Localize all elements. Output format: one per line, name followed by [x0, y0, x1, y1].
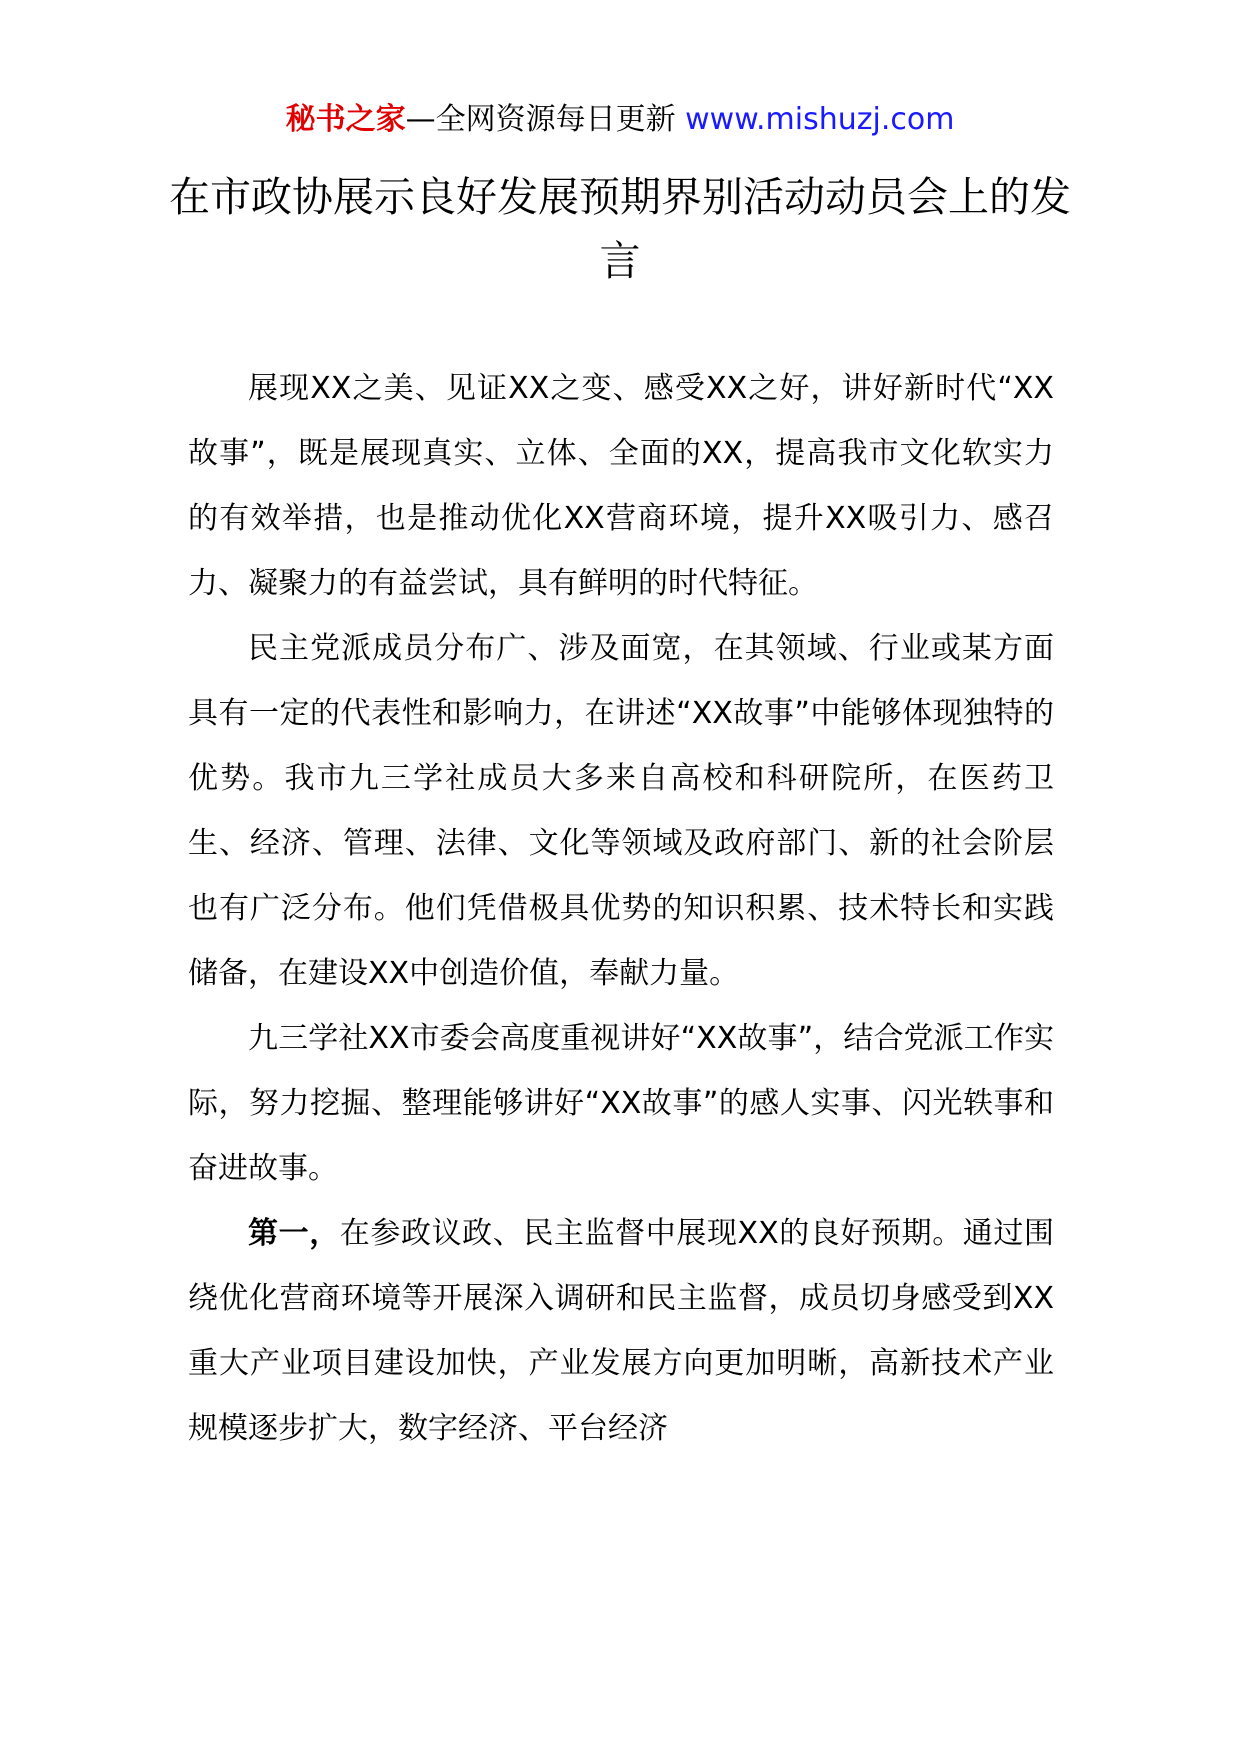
paragraph-text: 民主党派成员分布广、涉及面宽，在其领域、行业或某方面具有一定的代表性和影响力，在讲述“XX故事”中能够体现独特的优势。我市九三学社成员大多来自高校和科研院所，在医药卫生、经济、管理、法律、文化等领域及政府部门、新的社会阶层也有广泛分布。他们凭借极具优势的知识积累、技术特长和实践储备，在建设XX中创造价值，奉献力量。	[188, 631, 1054, 991]
paragraph-lead: 第一，	[248, 1216, 340, 1251]
paragraph	[188, 1201, 1054, 1461]
paragraph-text: 展现XX之美、见证XX之变、感受XX之好，讲好新时代“XX故事”，既是展现真实、立体、全面的XX，提高我市文化软实力的有效举措，也是推动优化XX营商环境，提升XX吸引力、感召力、凝聚力的有益尝试，具有鲜明的时代特征。	[188, 371, 1054, 601]
site-tagline: —全网资源每日更新	[405, 102, 686, 137]
paragraph-text: 在参政议政、民主监督中展现XX的良好预期。通过围绕优化营商环境等开展深入调研和民主监督，成员切身感受到XX重大产业项目建设加快，产业发展方向更加明晰，高新技术产业规模逐步扩大，数字经济、平台经济	[188, 1216, 1055, 1446]
document-title: 在市政协展示良好发展预期界别活动动员会上的发言	[169, 173, 1071, 285]
paragraph	[188, 1006, 1054, 1201]
paragraph	[188, 356, 1054, 616]
paragraph	[188, 616, 1054, 1006]
document-body	[188, 356, 1054, 1461]
site-brand: 秘书之家	[285, 102, 406, 137]
paragraph-text: 九三学社XX市委会高度重视讲好“XX故事”，结合党派工作实际，努力挖掘、整理能够讲好“XX故事”的感人实事、闪光轶事和奋进故事。	[188, 1021, 1054, 1186]
site-header	[0, 100, 1240, 140]
site-url-link[interactable]: www.mishuzj.com	[685, 102, 955, 137]
